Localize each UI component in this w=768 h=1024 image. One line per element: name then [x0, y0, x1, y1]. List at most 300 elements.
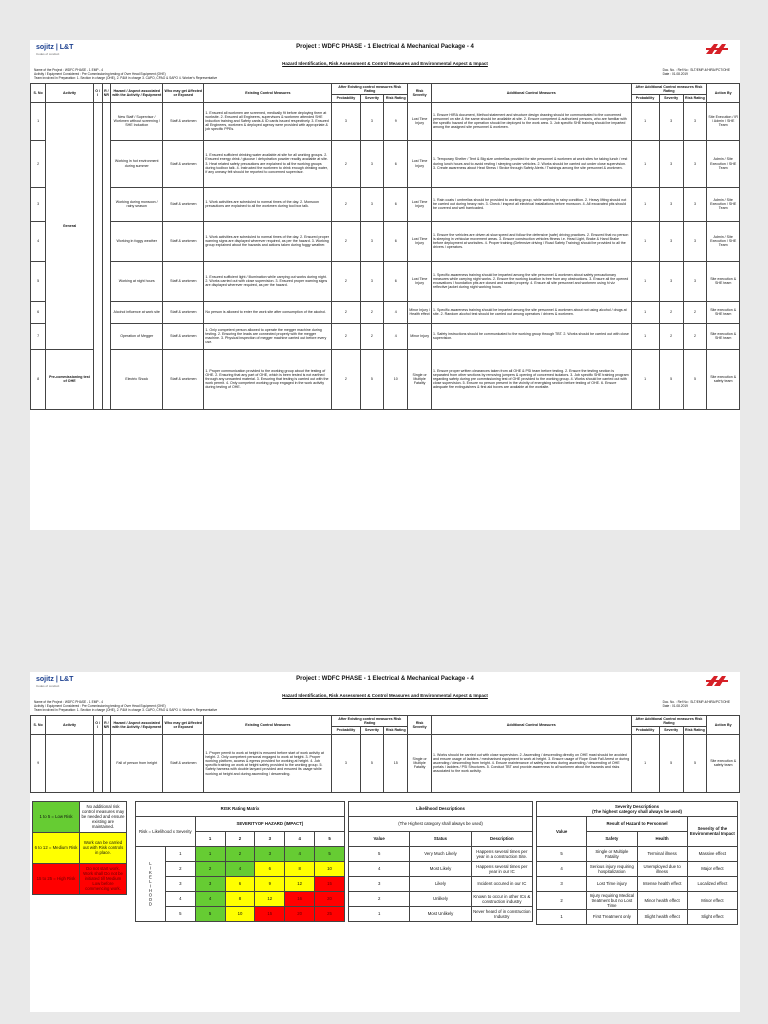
likelihood-status: Most Unlikely [410, 906, 471, 921]
matrix-cell: 5 [315, 846, 345, 861]
col-risk-rating: Risk Rating [384, 727, 408, 734]
row-risk-rating: 6 [384, 221, 408, 261]
matrix-cell: 15 [255, 906, 285, 921]
severity-title: Severity Descriptions (The highest category shall always be used) [537, 801, 738, 816]
row-action-by: Admin / Site Execution / SHE Team [707, 221, 740, 261]
severity-row [537, 861, 738, 876]
likelihood-col-status: Status [410, 831, 471, 846]
row-risk-rating: 4 [384, 301, 408, 323]
col-risk-rating-2: Risk Rating [683, 727, 707, 734]
matrix-cell: 4 [195, 891, 225, 906]
likelihood-row [349, 861, 533, 876]
legend-high-text: Do not start work. Work shall Do not be initiated till Medium Low before commencing work. [80, 863, 127, 894]
row-risk-rating-after: 3 [683, 261, 707, 301]
oi-cell [93, 102, 102, 409]
col-activity: Activity [46, 84, 94, 103]
likelihood-status: Unlikely [410, 891, 471, 906]
likelihood-desc: Happens several times per year in a construction Site. [471, 846, 532, 861]
matrix-likelihood-value: 4 [165, 891, 195, 906]
risk-matrix [135, 801, 345, 922]
col-rnr: R / NR [102, 84, 111, 103]
col-risk-severity: Risk Severity [408, 84, 432, 103]
row-risk-rating-after: 2 [683, 323, 707, 349]
row-severity: 3 [360, 261, 384, 301]
row-risk-rating: 10 [384, 349, 408, 409]
row-risk-severity: Minor Injury / Health effect [408, 301, 432, 323]
row-probability-after: 1 [631, 301, 659, 323]
legend-medium-range: 6 to 12 = Medium Risk [33, 832, 80, 863]
matrix-cell: 3 [195, 876, 225, 891]
row-risk-rating-after: 5 [683, 349, 707, 409]
row-action-by: Site execution & SHE team [707, 301, 740, 323]
matrix-cell: 3 [255, 846, 285, 861]
col-probability-2: Probability [631, 727, 659, 734]
oi-cell [93, 734, 102, 792]
col-after-existing: After Existing control measures Risk Rating [332, 84, 408, 95]
col-oi: O / I [93, 716, 102, 735]
project-name-2: Name of the Project : WDFC PHASE - 1 EMP - 4 [34, 700, 104, 704]
row-additional: 1. Temporary Shelter / Tent & Big size umbrellas provided for site personnel & workmen at work sites for taking lunch / rest during lunch hours and to avoid resting / sleeping under vehicles. 2. Works should be carried out under close supervision. 3. Create awareness about Heat Stress / Stroke through Safety Alerts / Trainings among the site personnel & workmen. [432, 140, 631, 187]
severity-env: Localized effect [687, 876, 737, 891]
row-sno: 4 [31, 221, 46, 261]
col-existing: Existing Control Measures [204, 716, 332, 735]
likelihood-subtitle: (The Highest category shall always be used) [349, 816, 533, 831]
row-action-by: Site execution & safety team [707, 734, 740, 792]
matrix-severity-col: 3 [255, 831, 285, 846]
row-severity: 3 [360, 187, 384, 221]
team-involved-2: Team involved in Preparation: 1. Section in charge (OHE), 2. P&M in charge 3. CAPO, CPAO & SAPO 4. Worker's Representative [34, 708, 218, 712]
matrix-cell: 8 [285, 861, 315, 876]
row-risk-severity: Lost Time Injury [408, 140, 432, 187]
col-hazard: Hazard / Aspect associated with the Activity / Equipment [111, 716, 163, 735]
table-row [31, 187, 740, 221]
row-risk-rating: 4 [384, 323, 408, 349]
matrix-row [136, 876, 345, 891]
row-probability-after: 1 [631, 734, 659, 792]
table-row [31, 734, 740, 792]
likelihood-value: 3 [349, 876, 410, 891]
col-who: Who may get Affected or Exposed [163, 84, 204, 103]
col-sno: S. No [31, 84, 46, 103]
severity-safety: Injury requiring Medical treatment but no Lost Time [587, 891, 637, 909]
likelihood-value: 1 [349, 906, 410, 921]
row-probability: 2 [332, 349, 360, 409]
row-additional: 1. Works should be carried out with close supervision. 2. Ascending / descending directly on OHE mast should be avoided and ensure usage of ladders / mechanised equipment to work at height. 3. Ensure usage of Rope Grab Fall Arrest or during ascending / descending from height. 4. Ensure maintenance of safety harness during ascending / descending of OHE portals / ladders / PSI Structures. 5. Conduct TBT and provide awareness to all workmen about the hazards and risks associated to the work activity. [432, 734, 631, 792]
col-after-additional: After Additional Control measures Risk Rating [631, 84, 707, 95]
row-action-by: Site execution & SHE team [707, 261, 740, 301]
col-severity: Severity [360, 95, 384, 102]
row-additional: 1. Specific awareness training should be imparted among the site personnel & workmen about safety precautionary measures while carrying night works. 2. Ensure the working location is free from any obstructions. 3. Ensure all the opened excavations / foundation pits are closed and sealed properly. 4. Ensure all site personnel and workmen using hi viz reflective jacket during night working hours. [432, 261, 631, 301]
row-who: Staff & workmen [163, 349, 204, 409]
severity-safety: Lost Time injury [587, 876, 637, 891]
matrix-formula: Risk = Likelihood x Severity [136, 816, 196, 846]
row-risk-rating-after: 3 [683, 221, 707, 261]
row-action-by: Site Execution / IR / Admin / SHE Team [707, 102, 740, 140]
row-additional: 1. Rain coats / umbrellas should be provided to working group, while working in rainy condition. 2. Heavy lifting should not be carried out during heavy rain. 3. Check / inspect all electrical installations before monsoon. 4. All excavated pits should be covered and well barricaded. [432, 187, 631, 221]
row-risk-rating: 6 [384, 187, 408, 221]
likelihood-status: Likely [410, 876, 471, 891]
row-severity: 5 [360, 349, 384, 409]
activity-considered: Activity / Equipment Considered : Pre Commissioning testing of Over Head Equipment (OHE) [34, 72, 166, 76]
row-severity-after: 3 [659, 187, 683, 221]
likelihood-status: Most Likely [410, 861, 471, 876]
row-risk-rating: 6 [384, 261, 408, 301]
activity-general: General [46, 102, 94, 349]
row-sno: 3 [31, 187, 46, 221]
matrix-cell: 20 [315, 891, 345, 906]
severity-health: Minor health effect [637, 891, 687, 909]
row-who: Staff & workmen [163, 734, 204, 792]
project-title-2: Project : WDFC PHASE - 1 Electrical & Mechanical Package - 4 [296, 676, 474, 682]
col-severity-2: Severity [659, 95, 683, 102]
row-risk-severity: Single or Multiple Fatality [408, 734, 432, 792]
row-severity-after: 5 [659, 734, 683, 792]
row-severity: 5 [360, 734, 384, 792]
severity-row [537, 891, 738, 909]
row-probability-after: 1 [631, 261, 659, 301]
row-probability-after: 1 [631, 140, 659, 187]
row-severity-after: 3 [659, 261, 683, 301]
col-after-additional: After Additional Control measures Risk Rating [631, 716, 707, 727]
legend-low-text: No additional risk control measures may be needed and ensure existing are maintained. [80, 801, 127, 832]
row-action-by: Site execution & SHE team [707, 323, 740, 349]
likelihood-value: 4 [349, 861, 410, 876]
matrix-severity-col: 5 [315, 831, 345, 846]
row-sno: 2 [31, 140, 46, 187]
legend-high-range: 15 to 25 = High Risk [33, 863, 80, 894]
col-oi: O / I [93, 84, 102, 103]
col-rnr: R / NR [102, 716, 111, 735]
row-who: Staff & workmen [163, 140, 204, 187]
row-action-by: Admin / Site Execution / SHE Team [707, 187, 740, 221]
row-probability: 2 [332, 187, 360, 221]
row-risk-severity: Lost Time Injury [408, 102, 432, 140]
matrix-cell: 20 [285, 906, 315, 921]
client-logo-2: sojitz | L&T Codes of conduct [36, 676, 74, 688]
col-action-by: Action By [707, 716, 740, 735]
row-additional: 1. Specific awareness training should be imparted among the site personnel & workmen about not using alcohol / drugs at site. 2. Random alcohol test should be carried out among operators / drivers & workmen. [432, 301, 631, 323]
col-probability: Probability [332, 727, 360, 734]
likelihood-row [349, 906, 533, 921]
legend-medium-text: Work can be carried out with Risk controls in place. [80, 832, 127, 863]
row-sno: 5 [31, 261, 46, 301]
matrix-cell: 12 [285, 876, 315, 891]
row-sno: 8 [31, 349, 46, 409]
matrix-cell: 15 [315, 876, 345, 891]
table-row [31, 102, 740, 140]
matrix-likelihood-value: 5 [165, 906, 195, 921]
meta-block [30, 66, 740, 83]
row-sno: 9 [31, 734, 46, 792]
row-risk-rating-after: 2 [683, 301, 707, 323]
matrix-likelihood-value: 2 [165, 861, 195, 876]
matrix-row [136, 861, 345, 876]
likelihood-desc: Never heard of in construction Industry [471, 906, 532, 921]
matrix-cell: 2 [225, 846, 255, 861]
document-subtitle-2: Hazard Identification, Risk Assessment & Control Measures and Environmental Aspect & Impact [282, 693, 488, 698]
col-probability: Probability [332, 95, 360, 102]
activity-considered-2: Activity / Equipment Considered : Pre Commissioning testing of Over Head Equipment (OHE) [34, 704, 166, 708]
severity-value: 4 [537, 861, 587, 876]
severity-row [537, 876, 738, 891]
doc-number: Doc. No. : Ref No : SLT/EMP-4/HIRA/PCT/OHE [662, 68, 730, 72]
severity-safety: Serious injury requiring hospitalization [587, 861, 637, 876]
col-activity: Activity [46, 716, 94, 735]
matrix-cell: 25 [315, 906, 345, 921]
severity-env: Minor effect [687, 891, 737, 909]
severity-safety: Single or Multiple Fatality [587, 846, 637, 861]
likelihood-value: 5 [349, 846, 410, 861]
row-existing: 1. Proper permit to work at height is ensured before start of work activity at height. 2. Only competent personal engaged to work at height. 3. Proper working platform, access & egress provided for working at height. 4. Job specific training on work at height safety provided to the working group. 5. Safety harness with double lanyard provided and ensured its usage while working at height and during ascending / descending. [204, 734, 332, 792]
matrix-likelihood-value: 1 [165, 846, 195, 861]
severity-value: 5 [537, 846, 587, 861]
row-hazard: Electric Shock [111, 349, 163, 409]
col-who: Who may get Affected or Exposed [163, 716, 204, 735]
likelihood-value: 2 [349, 891, 410, 906]
hira-table [30, 83, 740, 410]
matrix-cell: 5 [195, 906, 225, 921]
table-row [31, 221, 740, 261]
row-risk-rating-after: 5 [683, 734, 707, 792]
matrix-severity-header: SEVERITYOF HAZARD (IMPACT) [195, 816, 344, 831]
row-sno: 6 [31, 301, 46, 323]
doc-date: Date : 01.08.2019 [662, 72, 688, 76]
dfccil-logo-icon [704, 42, 730, 56]
row-hazard: Fall of person from height [111, 734, 163, 792]
row-probability: 2 [332, 221, 360, 261]
row-probability: 2 [332, 261, 360, 301]
meta-block-2 [30, 698, 740, 715]
severity-col-value: Value [537, 816, 587, 846]
page-header [30, 40, 740, 60]
row-risk-rating-after: 3 [683, 102, 707, 140]
row-severity-after: 3 [659, 102, 683, 140]
severity-value: 3 [537, 876, 587, 891]
risk-reference-section [30, 801, 740, 920]
severity-row [537, 846, 738, 861]
hira-table-2 [30, 715, 740, 793]
severity-health: Intense health effect [637, 876, 687, 891]
row-existing: 1. Ensured all workmen are screened, medically fit before deploying them at worksite. 2. Ensured all Engineers, supervisors & workmen attended SHE induction training and Safety cards & ID cards issued respectively. 3. Ensured all Engineers, workmen & deployed agency were provided with appropriate & job specific PPEs. [204, 102, 332, 140]
col-risk-rating: Risk Rating [384, 95, 408, 102]
matrix-cell: 10 [225, 906, 255, 921]
severity-table [536, 801, 738, 925]
row-sno: 1 [31, 102, 46, 140]
row-probability: 3 [332, 734, 360, 792]
severity-col-result: Result of Hazard to Personnel [587, 816, 688, 831]
row-severity-after: 3 [659, 140, 683, 187]
matrix-row [136, 891, 345, 906]
row-risk-rating: 9 [384, 102, 408, 140]
matrix-cell: 2 [195, 861, 225, 876]
row-severity: 3 [360, 140, 384, 187]
col-additional: Additional Control Measures [432, 716, 631, 735]
doc-number-2: Doc. No. : Ref No : SLT/EMP-4/HIRA/PCT/OHE [662, 700, 730, 704]
row-risk-severity: Lost Time Injury [408, 187, 432, 221]
table-row [31, 349, 740, 409]
likelihood-title: Likelihood Descriptions [349, 801, 533, 816]
row-probability-after: 1 [631, 323, 659, 349]
row-who: Staff & workmen [163, 261, 204, 301]
row-probability: 2 [332, 301, 360, 323]
rnr-cell [102, 734, 111, 792]
row-risk-rating: 15 [384, 734, 408, 792]
severity-col-safety: Safety [587, 831, 637, 846]
matrix-severity-col: 1 [195, 831, 225, 846]
likelihood-row [349, 846, 533, 861]
row-hazard: Alcohol influence at work site [111, 301, 163, 323]
table-row [31, 301, 740, 323]
team-involved: Team involved in Preparation: 1. Section in charge (OHE), 2. P&M in charge 3. CAPO, CPAO & SAPO 4. Worker's Representative [34, 76, 218, 80]
activity-precommissioning: Pre-commissioning test of OHE [46, 349, 94, 409]
row-hazard: New Staff / Supervisor / Workmen without screening / SHE Induction [111, 102, 163, 140]
risk-legend [32, 801, 127, 895]
row-probability-after: 1 [631, 102, 659, 140]
severity-col-env: Severity of the Environmental Impact [687, 816, 737, 846]
table-row [31, 323, 740, 349]
row-severity-after: 3 [659, 221, 683, 261]
rnr-cell [102, 102, 111, 409]
row-severity-after: 5 [659, 349, 683, 409]
likelihood-row [349, 891, 533, 906]
row-additional: 1. Ensure proper written clearances taken from all OHE & PSI team before testing. 2. Ensure the testing section is separated from other sections by removing jumpers & opening of concerned isolators. 3. Job specific SHE training program regarding safety during pre commissioning test of OHE provided to the working group. 4. Works should be carried out with close supervision. 5. Ensure no person present in the vicinity of energising section before testing of OHE. 6. Ensure adequate fire extinguishers & first aid boxes are available at the worksite. [432, 349, 631, 409]
doc-date-2: Date : 01.08.2019 [662, 704, 688, 708]
row-who: Staff & workmen [163, 187, 204, 221]
page-header-2 [30, 672, 740, 692]
severity-col-health: Health [637, 831, 687, 846]
row-probability-after: 1 [631, 349, 659, 409]
table-row [31, 261, 740, 301]
col-action-by: Action By [707, 84, 740, 103]
col-after-existing: After Existing control measures Risk Rating [332, 716, 408, 727]
legend-low-range: 1 to 5 = Low Risk [33, 801, 80, 832]
row-severity-after: 2 [659, 301, 683, 323]
row-existing: 1. Work activities are scheduled to normal times of the day. 2. Monsoon precautions are explained to all the workmen during tool box talk. [204, 187, 332, 221]
row-who: Staff & workmen [163, 301, 204, 323]
activity-cell [46, 734, 94, 792]
severity-env: Massive effect [687, 846, 737, 861]
page-2 [30, 672, 740, 1012]
col-risk-severity: Risk Severity [408, 716, 432, 735]
document-subtitle: Hazard Identification, Risk Assessment & Control Measures and Environmental Aspect & Impact [282, 61, 488, 66]
likelihood-table [348, 801, 533, 922]
row-risk-severity: Single or Multiple Fatality [408, 349, 432, 409]
col-sno: S. No [31, 716, 46, 735]
project-name: Name of the Project : WDFC PHASE - 1 EMP - 4 [34, 68, 104, 72]
col-hazard: Hazard / Aspect associated with the Activity / Equipment [111, 84, 163, 103]
row-severity: 3 [360, 221, 384, 261]
likelihood-status: Very Much Likely [410, 846, 471, 861]
severity-health: Slight health effect [637, 909, 687, 924]
dfccil-logo-icon [704, 674, 730, 688]
matrix-cell: 6 [255, 861, 285, 876]
matrix-title: RISK Rating Matrix [136, 801, 345, 816]
row-action-by: Admin / Site Execution / SHE Team [707, 140, 740, 187]
row-existing: 1. Proper communication provided to the working group about the testing of OHE. 2. Ensuring that any part of OHE, which is been tested is not earthed through any unwanted material. 3. Ensuring that testing is carried out with the work permit. 4. Only competent working group engaged in the work activity during testing of OHE. [204, 349, 332, 409]
matrix-row [136, 906, 345, 921]
matrix-row [136, 846, 345, 861]
matrix-cell: 1 [195, 846, 225, 861]
likelihood-col-value: Value [349, 831, 410, 846]
page-1 [30, 40, 740, 530]
row-who: Staff & workmen [163, 221, 204, 261]
severity-env: Major effect [687, 861, 737, 876]
matrix-cell: 16 [285, 891, 315, 906]
row-probability: 2 [332, 323, 360, 349]
row-probability: 2 [332, 140, 360, 187]
table-row [31, 140, 740, 187]
severity-value: 1 [537, 909, 587, 924]
matrix-likelihood-value: 3 [165, 876, 195, 891]
row-hazard: Working during monsoon / rainy season [111, 187, 163, 221]
severity-health: Terminal illness [637, 846, 687, 861]
col-risk-rating-2: Risk Rating [683, 95, 707, 102]
col-existing: Existing Control Measures [204, 84, 332, 103]
likelihood-desc: Known to occur in other ICs & construction industry [471, 891, 532, 906]
client-logo: sojitz | L&T Codes of conduct [36, 44, 74, 56]
row-risk-rating-after: 3 [683, 187, 707, 221]
row-who: Staff & workmen [163, 323, 204, 349]
row-severity: 2 [360, 301, 384, 323]
row-additional: 1. Ensure HIRA document, Method statement and structure design drawing should be communicated to the concerned personnel on site & the same should be available at site. 2. Ensure competent & authorized persons, who are familiar with the specific hazard of the operation should be deployed to the work area. 3. Job specific SHE training should be imparted among the assigned site personnel & workmen. [432, 102, 631, 140]
row-probability-after: 1 [631, 187, 659, 221]
row-existing: 1. Only competent person allowed to operate the megger machine during testing. 2. Ensuring the leads are connected properly with the megger machine. 3. Physical inspection of megger machine carried out before every use. [204, 323, 332, 349]
row-action-by: Site execution & safety team [707, 349, 740, 409]
row-severity: 2 [360, 323, 384, 349]
row-additional: 1. Ensure the vehicles are driven at slow speed and follow the defensive (safe) driving practices. 2. Ensured that no person is sleeping in vehicular movement areas. 3. Ensure construction vehicles fitness i.e. Head Light, Brake & Hand Brake before deployment at worksites. 4. Proper training (Defensive driving / Road Safety Training) should be provided to all the drivers / operators. [432, 221, 631, 261]
row-risk-rating-after: 3 [683, 140, 707, 187]
likelihood-desc: Incident occured in our IC [471, 876, 532, 891]
row-severity-after: 2 [659, 323, 683, 349]
row-probability-after: 1 [631, 221, 659, 261]
row-existing: 1. Ensured sufficient drinking water available at site for all working groups. 2. Ensured energy drink / glucose / dehydration powder readily available at site. 3. Heat related safety precautions are explained to all the working groups during toolbox talk. 4. Instructed the workmen to drink enough drinking water, if any uneasy felt should be reported to concerned supervisor. [204, 140, 332, 187]
row-sno: 7 [31, 323, 46, 349]
col-severity-2: Severity [659, 727, 683, 734]
row-risk-severity: Lost Time Injury [408, 261, 432, 301]
matrix-likelihood-label: LIKELIHOOD [136, 846, 166, 921]
severity-safety: First Treatment only [587, 909, 637, 924]
matrix-cell: 10 [315, 861, 345, 876]
matrix-cell: 4 [285, 846, 315, 861]
row-existing: 1. Ensured sufficient light / Illumination while carrying out works during night. 2. Works carried out with close supervision. 3. Ensured proper warning signs are displayed wherever required, as per the hazard. [204, 261, 332, 301]
row-hazard: Working at night hours [111, 261, 163, 301]
matrix-cell: 12 [255, 891, 285, 906]
row-hazard: Operation of Megger [111, 323, 163, 349]
likelihood-desc: Happens several times per year in our IC [471, 861, 532, 876]
row-risk-rating: 6 [384, 140, 408, 187]
matrix-cell: 8 [225, 891, 255, 906]
row-who: Staff & workmen [163, 102, 204, 140]
row-risk-severity: Minor Injury [408, 323, 432, 349]
row-existing: 1. Work activities are scheduled to normal times of the day. 2. Ensured proper warning signs are displayed wherever required, as per the hazard. 3. Working group explained about the hazards and actions taken during foggy weather. [204, 221, 332, 261]
row-severity: 3 [360, 102, 384, 140]
matrix-cell: 4 [225, 861, 255, 876]
col-additional: Additional Control Measures [432, 84, 631, 103]
row-risk-severity: Lost Time Injury [408, 221, 432, 261]
severity-row [537, 909, 738, 924]
matrix-severity-col: 4 [285, 831, 315, 846]
row-hazard: Working in foggy weather [111, 221, 163, 261]
matrix-severity-col: 2 [225, 831, 255, 846]
project-title: Project : WDFC PHASE - 1 Electrical & Mechanical Package - 4 [296, 44, 474, 50]
row-hazard: Working in hot environment during summer [111, 140, 163, 187]
col-probability-2: Probability [631, 95, 659, 102]
matrix-cell: 9 [255, 876, 285, 891]
severity-env: Slight effect [687, 909, 737, 924]
col-severity: Severity [360, 727, 384, 734]
row-additional: 1. Safety instructions should be communicated to the working group through TBT. 2. Works should be carried out with close supervision. [432, 323, 631, 349]
likelihood-row [349, 876, 533, 891]
